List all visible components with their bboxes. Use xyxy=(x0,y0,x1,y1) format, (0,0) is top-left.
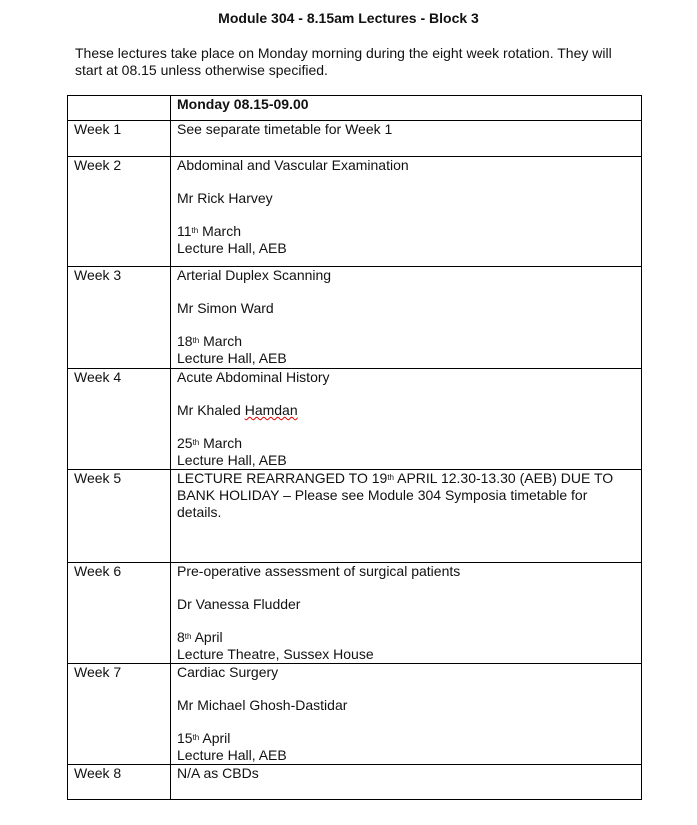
topic: Arterial Duplex Scanning xyxy=(177,267,332,283)
rearranged-note: LECTURE REARRANGED TO 19th APRIL 12.30-13.30 (AEB) DUE TO BANK HOLIDAY – Please see Module 304 Symposia timetable for details. xyxy=(177,470,614,520)
lecturer: Mr Simon Ward xyxy=(177,300,274,316)
date: 18th March xyxy=(177,333,243,349)
header-cell-week xyxy=(68,96,171,121)
lecturer: Mr Rick Harvey xyxy=(177,190,273,206)
table-row xyxy=(68,157,642,267)
venue: Lecture Hall, AEB xyxy=(177,747,287,763)
session-cell xyxy=(171,157,642,267)
topic: See separate timetable for Week 1 xyxy=(177,121,393,137)
lecturer: Dr Vanessa Fludder xyxy=(177,596,301,612)
session-cell xyxy=(171,765,642,800)
table-row xyxy=(68,470,642,563)
session-cell xyxy=(171,563,642,664)
lecturer: Mr Khaled Hamdan xyxy=(177,402,298,418)
spellcheck-underline: Hamdan xyxy=(244,402,298,418)
topic: Acute Abdominal History xyxy=(177,369,330,385)
table-row xyxy=(68,267,642,369)
week-label: Week 5 xyxy=(68,470,171,563)
session-cell xyxy=(171,369,642,470)
topic: Abdominal and Vascular Examination xyxy=(177,157,409,173)
table-row xyxy=(68,121,642,157)
date: 11th March xyxy=(177,223,242,239)
week-label: Week 3 xyxy=(68,267,171,369)
week-label: Week 4 xyxy=(68,369,171,470)
venue: Lecture Hall, AEB xyxy=(177,452,287,468)
date: 25th March xyxy=(177,435,243,451)
session-cell xyxy=(171,121,642,157)
venue: Lecture Theatre, Sussex House xyxy=(177,646,374,662)
venue: Lecture Hall, AEB xyxy=(177,240,287,256)
topic: N/A as CBDs xyxy=(177,765,259,781)
venue: Lecture Hall, AEB xyxy=(177,350,287,366)
table-header-row xyxy=(68,96,642,121)
table-row xyxy=(68,664,642,765)
topic: Pre-operative assessment of surgical patients xyxy=(177,563,461,579)
table-row xyxy=(68,369,642,470)
lecture-timetable xyxy=(67,95,642,800)
week-label: Week 2 xyxy=(68,157,171,267)
topic: Cardiac Surgery xyxy=(177,664,279,680)
intro-paragraph: These lectures take place on Monday morning during the eight week rotation. They will start at 08.15 unless otherwise specified. xyxy=(75,45,612,78)
table-row xyxy=(68,563,642,664)
header-cell-monday: Monday 08.15-09.00 xyxy=(171,96,642,121)
session-cell xyxy=(171,664,642,765)
week-label: Week 7 xyxy=(68,664,171,765)
document-title: Module 304 - 8.15am Lectures - Block 3 xyxy=(218,10,479,26)
date: 8th April xyxy=(177,629,223,645)
week-label: Week 6 xyxy=(68,563,171,664)
session-cell xyxy=(171,267,642,369)
table-row xyxy=(68,765,642,800)
session-cell xyxy=(171,470,642,563)
week-label: Week 1 xyxy=(68,121,171,157)
date: 15th April xyxy=(177,730,231,746)
lecturer: Mr Michael Ghosh-Dastidar xyxy=(177,697,348,713)
week-label: Week 8 xyxy=(68,765,171,800)
